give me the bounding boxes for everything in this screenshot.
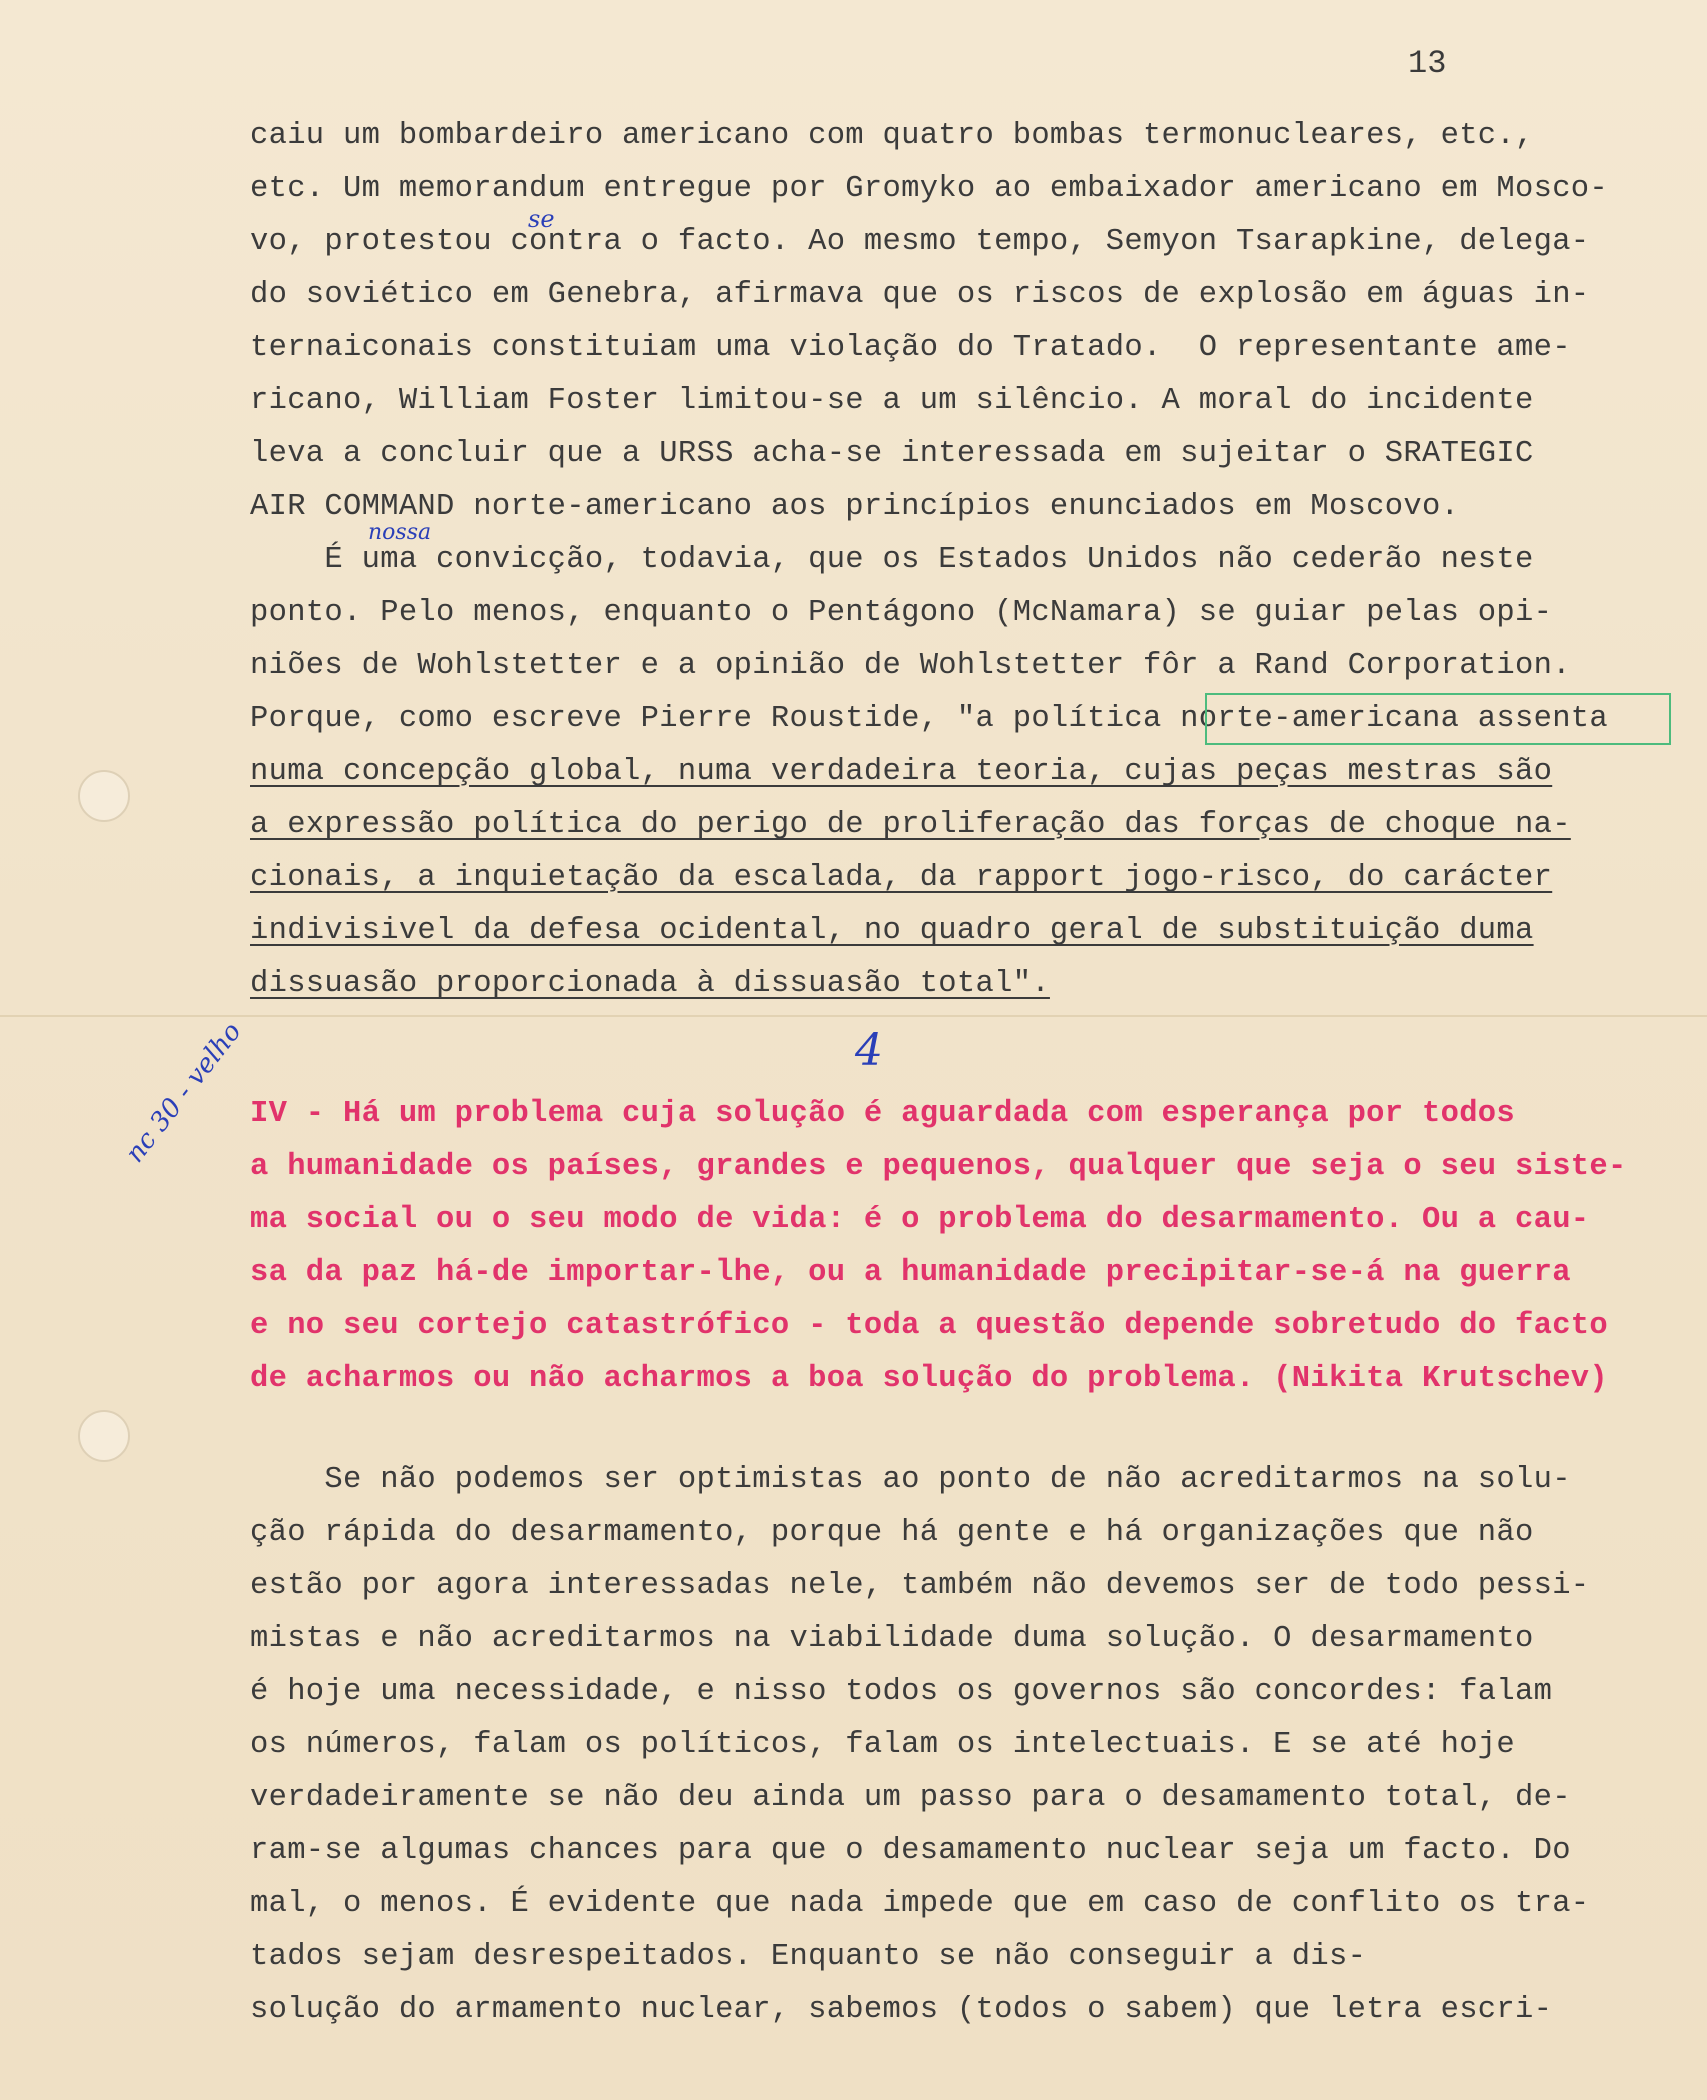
quote-line: e no seu cortejo catastrófico - toda a questão depende sobretudo do facto — [250, 1309, 1609, 1343]
text-line: Se não podemos ser optimistas ao ponto de não acreditarmos na solu- — [250, 1463, 1571, 1497]
section-number-annotation: 4 — [855, 1025, 883, 1076]
text-line: É uma convicção, todavia, que os Estados Unidos não cederão neste — [250, 543, 1534, 577]
underlined-line: cionais, a inquietação da escalada, da rapport jogo-risco, do carácter — [250, 861, 1553, 895]
text-line: leva a concluir que a URSS acha-se interessada em sujeitar o SRATEGIC — [250, 437, 1534, 471]
text-line: Porque, como escreve Pierre Roustide, "a política norte-americana assenta — [250, 702, 1609, 736]
text-line: niões de Wohlstetter e a opinião de Wohlstetter fôr a Rand Corporation. — [250, 649, 1571, 683]
quote-line: sa da paz há-de importar-lhe, ou a humanidade precipitar-se-á na guerra — [250, 1256, 1571, 1290]
text-line: etc. Um memorandum entregue por Gromyko ao embaixador americano em Mosco- — [250, 172, 1609, 206]
handwritten-nossa: nossa — [368, 520, 432, 545]
text-line: ricano, William Foster limitou-se a um silêncio. A moral do incidente — [250, 384, 1534, 418]
quote-line: ma social ou o seu modo de vida: é o problema do desarmamento. Ou a cau- — [250, 1203, 1590, 1237]
green-box-annotation — [1205, 693, 1671, 745]
quote-line: de acharmos ou não acharmos a boa solução do problema. (Nikita Krutschev) — [250, 1362, 1609, 1396]
margin-note: nc 30 - velho — [120, 1017, 248, 1169]
text-line: vo, protestou contra o facto. Ao mesmo tempo, Semyon Tsarapkine, delega- — [250, 225, 1590, 259]
text-line: verdadeiramente se não deu ainda um passo para o desamamento total, de- — [250, 1781, 1571, 1815]
underlined-line: numa concepção global, numa verdadeira teoria, cujas peças mestras são — [250, 755, 1553, 789]
text-line: é hoje uma necessidade, e nisso todos os governos são concordes: falam — [250, 1675, 1553, 1709]
text-line: ternaiconais constituiam uma violação do Tratado. O representante ame- — [250, 331, 1571, 365]
text-line: solução do armamento nuclear, sabemos (todos o sabem) que letra escri- — [250, 1993, 1553, 2027]
text-line: os números, falam os políticos, falam os intelectuais. E se até hoje — [250, 1728, 1516, 1762]
punch-hole — [78, 1410, 130, 1462]
text-line: do soviético em Genebra, afirmava que os riscos de explosão em águas in- — [250, 278, 1590, 312]
quote-line: a humanidade os países, grandes e pequenos, qualquer que seja o seu siste- — [250, 1150, 1627, 1184]
underlined-line: a expressão política do perigo de proliferação das forças de choque na- — [250, 808, 1571, 842]
page-number: 13 — [1408, 45, 1447, 82]
text-line: ram-se algumas chances para que o desamamento nuclear seja um facto. Do — [250, 1834, 1571, 1868]
underlined-line: dissuasão proporcionada à dissuasão total". — [250, 967, 1050, 1001]
text-line: mal, o menos. É evidente que nada impede que em caso de conflito os tra- — [250, 1887, 1590, 1921]
text-line: caiu um bombardeiro americano com quatro bombas termonucleares, etc., — [250, 119, 1534, 153]
quote-line: IV - Há um problema cuja solução é aguardada com esperança por todos — [250, 1097, 1516, 1131]
text-line: mistas e não acreditarmos na viabilidade duma solução. O desarmamento — [250, 1622, 1534, 1656]
text-line: ponto. Pelo menos, enquanto o Pentágono (McNamara) se guiar pelas opi- — [250, 596, 1553, 630]
text-line: estão por agora interessadas nele, também não devemos ser de todo pessi- — [250, 1569, 1590, 1603]
paper-fold — [0, 1015, 1707, 1017]
text-line: ção rápida do desarmamento, porque há gente e há organizações que não — [250, 1516, 1534, 1550]
underlined-line: indivisivel da defesa ocidental, no quadro geral de substituição duma — [250, 914, 1534, 948]
handwritten-se: se — [528, 205, 555, 233]
punch-hole — [78, 770, 130, 822]
text-line: AIR COMMAND norte-americano aos princípios enunciados em Moscovo. — [250, 490, 1460, 524]
text-line: tados sejam desrespeitados. Enquanto se não conseguir a dis- — [250, 1940, 1367, 1974]
